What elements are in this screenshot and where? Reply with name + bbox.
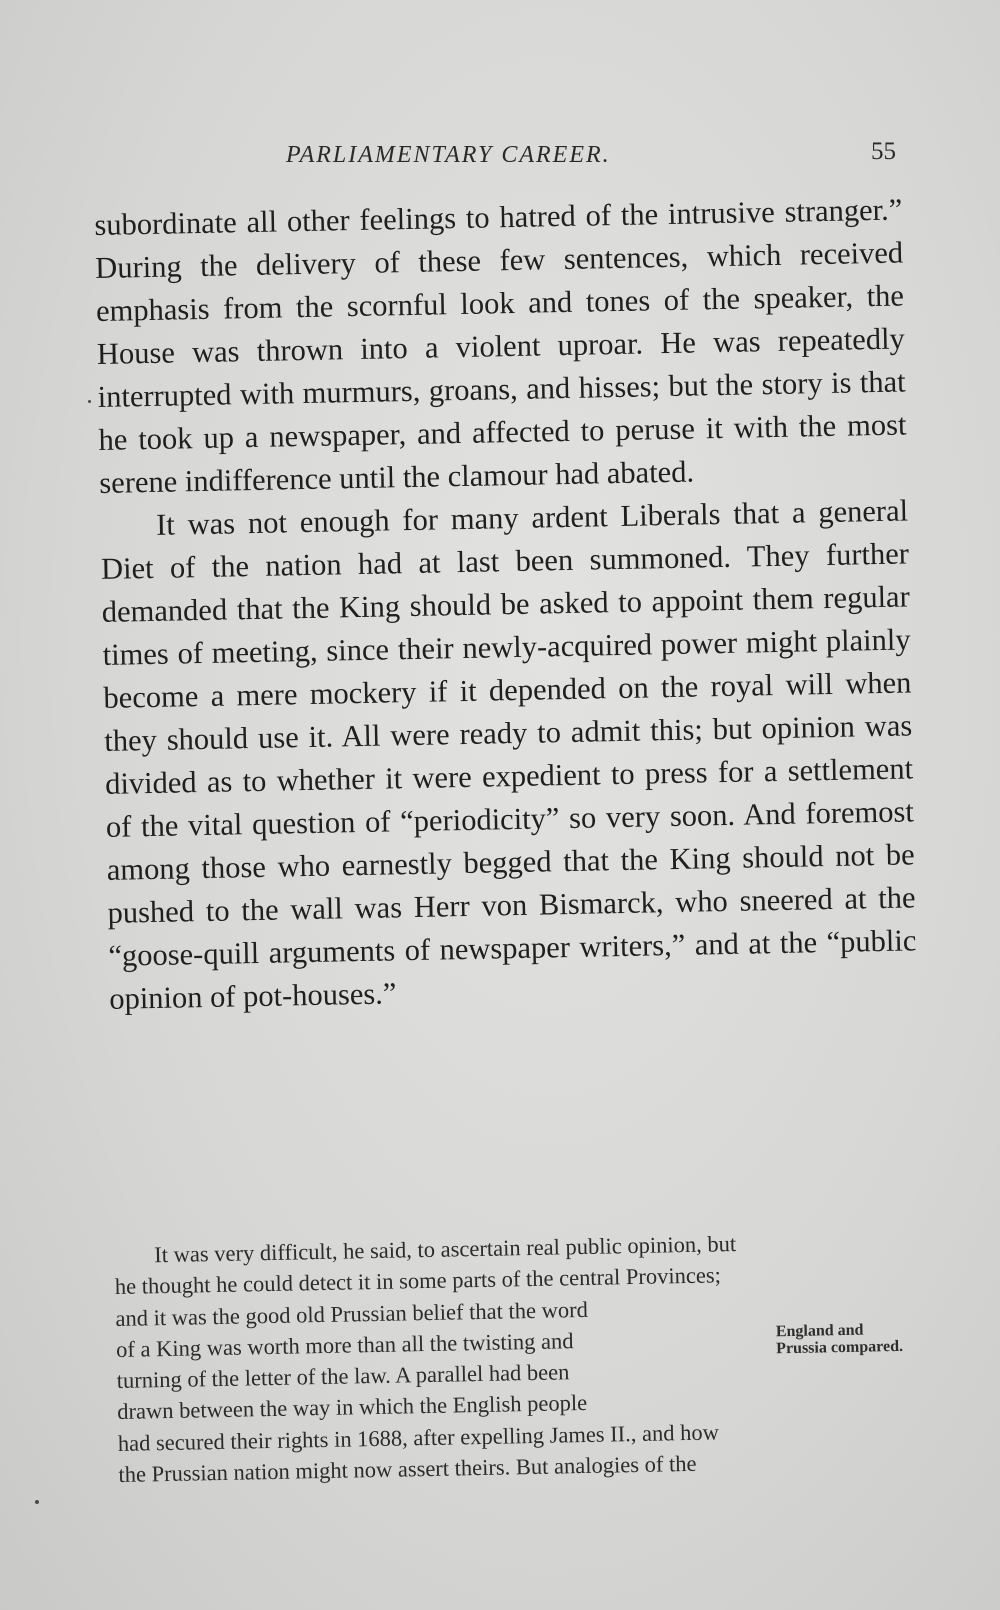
paragraph-1: subordinate all other feelings to hatred of the intrusive stranger.” During the delivery of these few sentences, which received emphasis from the scornful look and tones of the speaker, the House was thrown into a violent uproar. He was repeatedly interrupted with murmurs, groans, and hisses; but the story is that he took up a newspaper, and affected to peruse it with the most serene indifference until the clamour had abated. — [94, 192, 907, 500]
small-print-line: he thought he could detect it in some parts of the central Provinces; — [114, 1262, 722, 1300]
small-print-block — [114, 1225, 919, 1491]
small-print-line: and it was the good old Prussian belief that the word — [115, 1296, 589, 1331]
small-print-line: the Prussian nation might now assert theirs. But analogies of the — [118, 1450, 697, 1488]
paragraph-2: It was not enough for many ardent Liberals that a general Diet of the nation had at last been summoned. They further demanded that the King should be asked to appoint them regular times of meeting, since their newly-acquired power might plainly become a mere mockery if it depended on the royal will when they should use it. All were ready to admit this; but opinion was divided as to whether it were expedient to press for a settlement of the vital question of “periodicity” so very soon. And foremost among those who earnestly begged that the King should not be pushed to the wall was Herr von Bismarck, who sneered at the “goose-quill arguments of newspaper writers,” and at the “public opinion of pot-houses.” — [100, 493, 917, 1016]
paper-speck — [35, 1500, 39, 1504]
paper-speck — [88, 400, 91, 403]
small-print-line: of a King was worth more than all the twisting and — [115, 1328, 574, 1362]
main-text — [94, 188, 918, 1020]
small-print-line: It was very difficult, he said, to ascertain real public opinion, but — [154, 1231, 737, 1268]
small-print-text — [114, 1225, 919, 1491]
page-number: 55 — [871, 138, 896, 165]
small-print-line: drawn between the way in which the English people — [117, 1390, 588, 1425]
page-header — [96, 138, 896, 182]
margin-note: England and Prussia compared. — [775, 1321, 904, 1358]
running-title: PARLIAMENTARY CAREER. — [286, 142, 611, 168]
small-print-line: turning of the letter of the law. A parallel had been — [116, 1359, 570, 1394]
small-print-line: had secured their rights in 1688, after expelling James II., and how — [117, 1419, 720, 1456]
